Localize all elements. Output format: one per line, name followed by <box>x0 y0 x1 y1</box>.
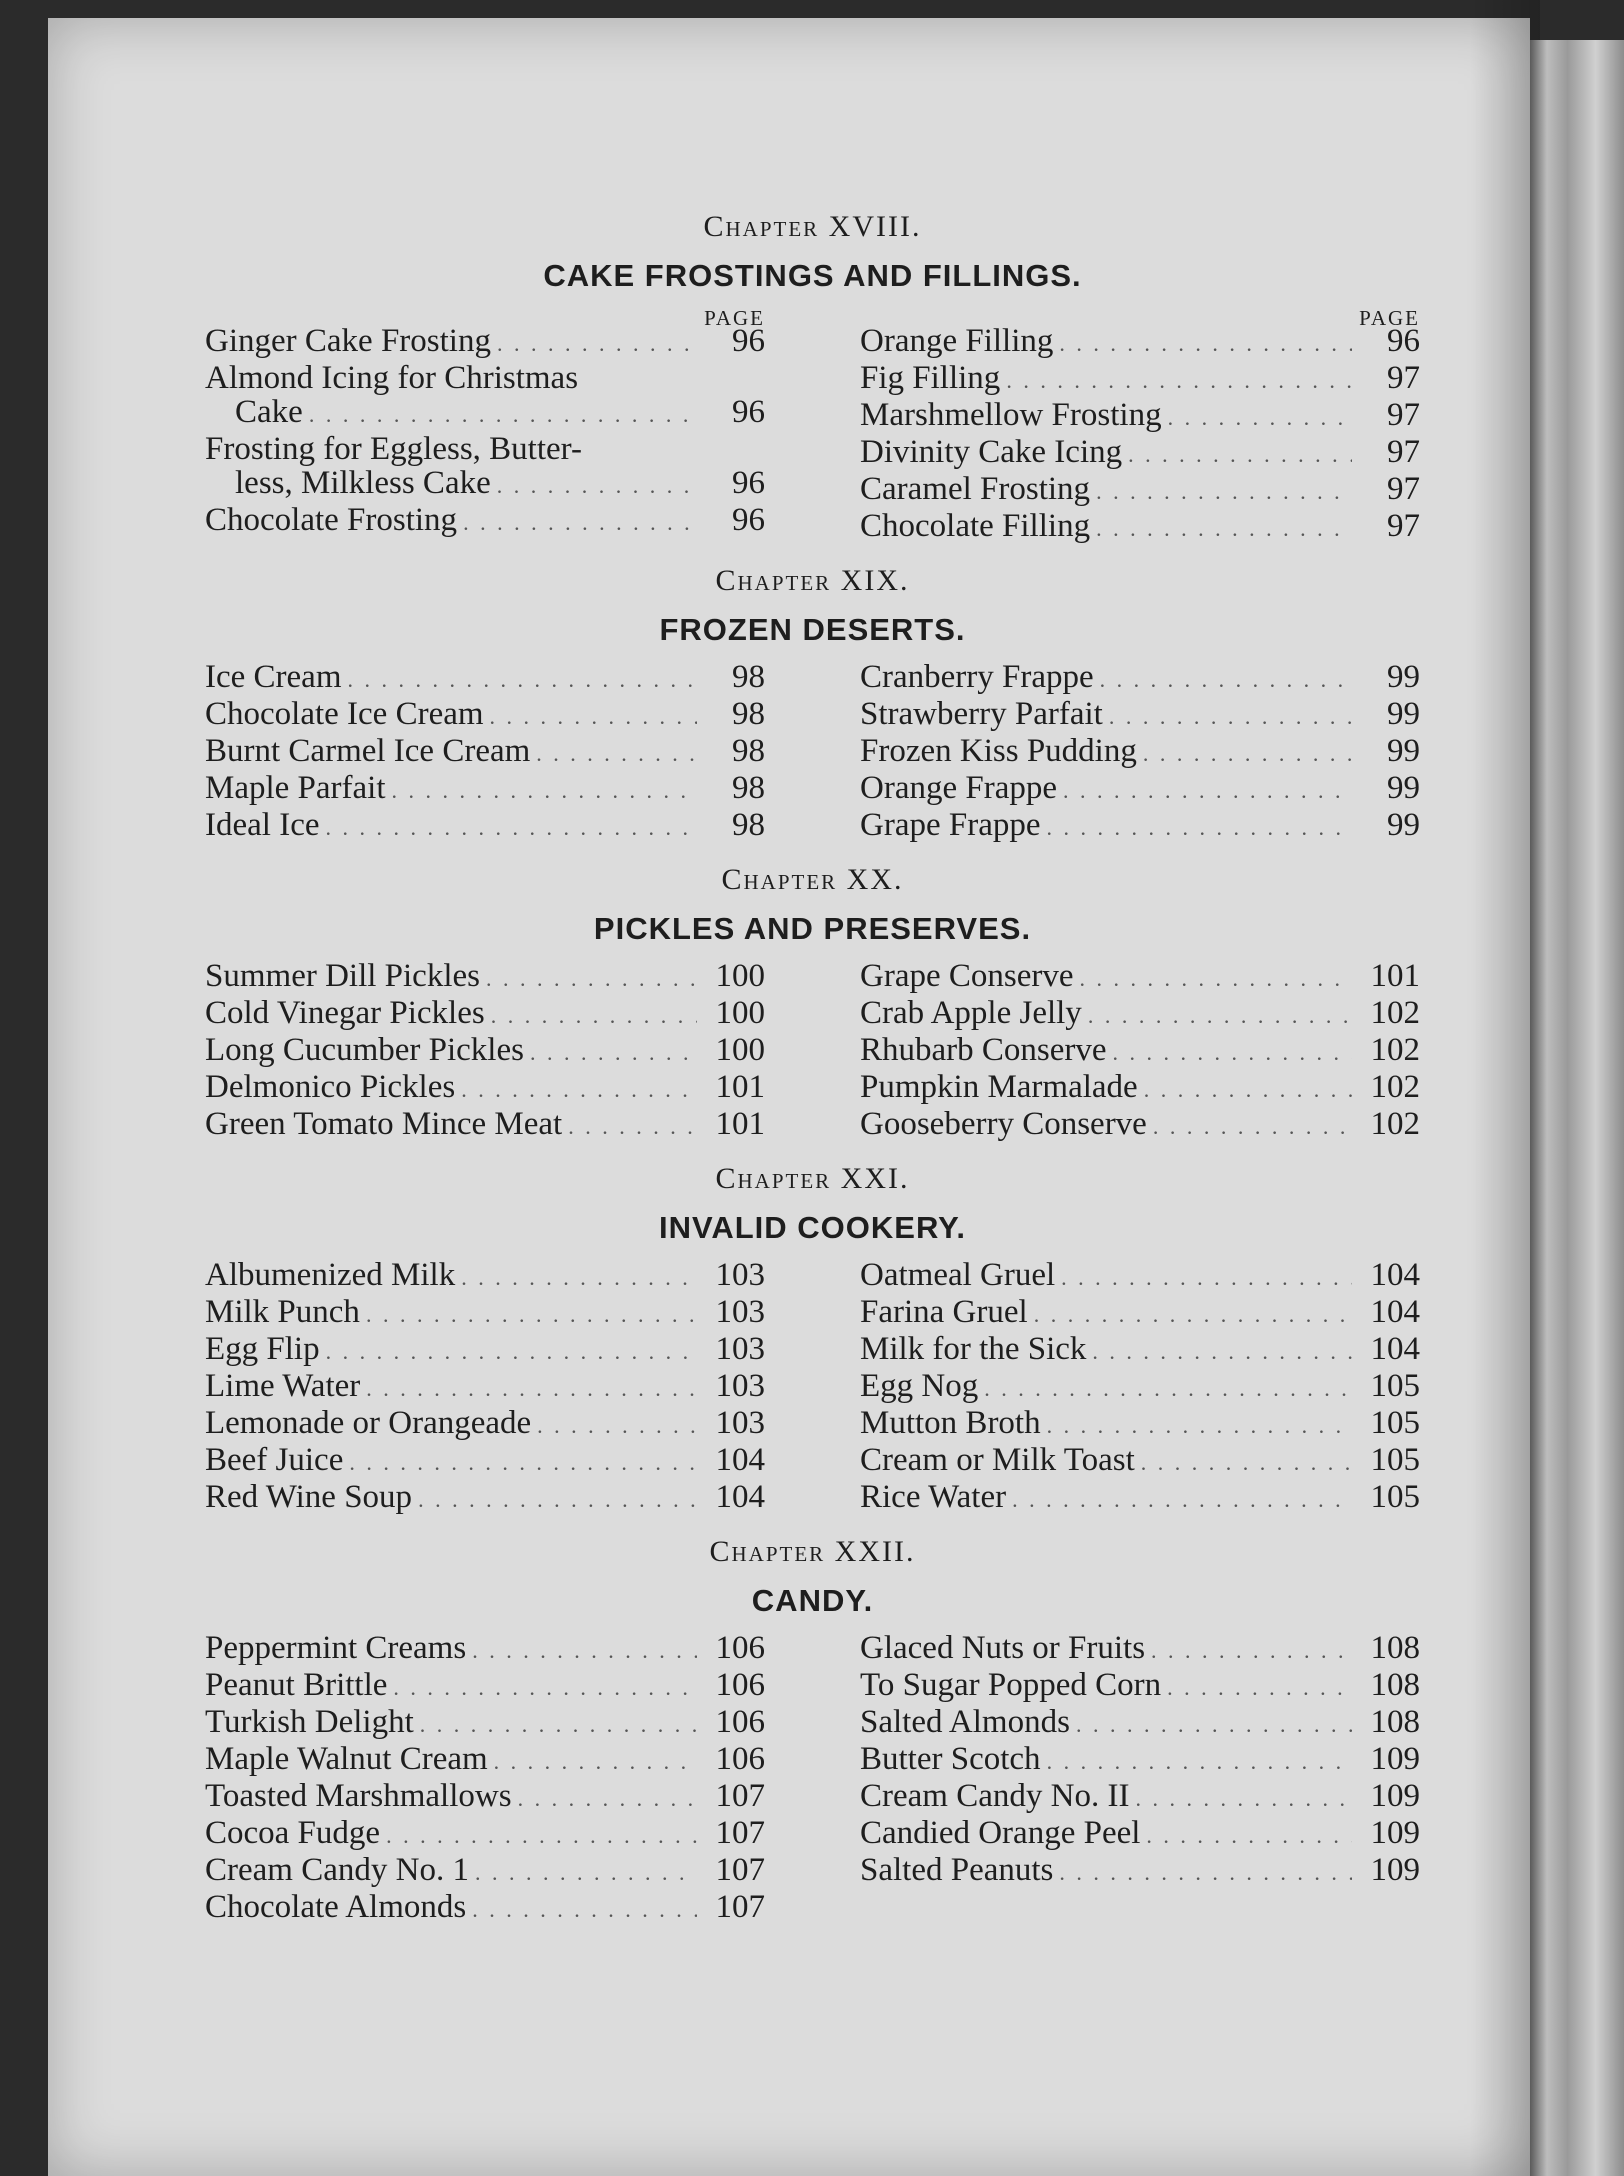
toc-entry-page: 105 <box>1370 1479 1420 1515</box>
dot-leader <box>392 774 697 808</box>
toc-entry-title: Rice Water <box>860 1479 1007 1515</box>
toc-entry-page: 105 <box>1370 1368 1420 1404</box>
toc-entry[interactable] <box>860 1406 1420 1443</box>
toc-entry-title: Glaced Nuts or Fruits <box>860 1630 1146 1666</box>
toc-entry-title: Albumenized Milk <box>205 1257 456 1293</box>
toc-entry[interactable] <box>205 503 765 540</box>
section-title: CAKE FROSTINGS AND FILLINGS. <box>543 258 1082 293</box>
table-of-contents <box>205 210 1420 1945</box>
dot-leader <box>1167 1671 1352 1705</box>
toc-entry-title: Crab Apple Jelly <box>860 995 1082 1031</box>
toc-column-left <box>205 660 765 845</box>
toc-entry-title: Long Cucumber Pickles <box>205 1032 524 1068</box>
dot-leader <box>1047 1745 1352 1779</box>
toc-entry-page: 103 <box>715 1257 765 1293</box>
toc-entry[interactable] <box>860 1033 1420 1070</box>
toc-column-left <box>205 1631 765 1927</box>
toc-entry-page: 98 <box>732 659 765 695</box>
toc-entry-page: 107 <box>715 1852 765 1888</box>
toc-entry-title: Cocoa Fudge <box>205 1815 381 1851</box>
toc-entry[interactable] <box>860 660 1420 697</box>
chapter-label: Chapter XX. <box>721 863 904 896</box>
toc-entry-title: Burnt Carmel Ice Cream <box>205 733 531 769</box>
toc-entry-page: 108 <box>1370 1704 1420 1740</box>
dot-leader <box>518 1782 697 1816</box>
toc-columns <box>205 1258 1420 1517</box>
toc-entry[interactable] <box>860 398 1420 435</box>
toc-entry-title-line1: Frosting for Eggless, Butter- <box>205 431 582 467</box>
toc-entry-title: Ginger Cake Frosting <box>205 323 491 359</box>
dot-leader <box>1128 438 1352 472</box>
toc-entry-title: Maple Walnut Cream <box>205 1741 488 1777</box>
toc-entry[interactable] <box>860 1369 1420 1406</box>
toc-entry-title: Beef Juice <box>205 1442 344 1478</box>
toc-entry-page: 106 <box>715 1741 765 1777</box>
toc-entry-title: Milk for the Sick <box>860 1331 1087 1367</box>
dot-leader <box>472 1634 697 1668</box>
toc-entry[interactable] <box>860 771 1420 808</box>
toc-column-right <box>860 959 1420 1144</box>
toc-entry-title: Salted Almonds <box>860 1704 1070 1740</box>
toc-entry-page: 109 <box>1370 1741 1420 1777</box>
dot-leader <box>1061 1261 1352 1295</box>
toc-entry-title: Gooseberry Conserve <box>860 1106 1147 1142</box>
toc-entry[interactable] <box>205 1369 765 1406</box>
page-column-heading: PAGE <box>704 306 765 330</box>
dot-leader <box>1153 1110 1352 1144</box>
toc-entry-page: 102 <box>1370 1069 1420 1105</box>
toc-entry-title: Grape Conserve <box>860 958 1074 994</box>
toc-entry-page: 96 <box>732 502 765 538</box>
toc-entry-title: Farina Gruel <box>860 1294 1028 1330</box>
toc-entry-title: To Sugar Popped Corn <box>860 1667 1162 1703</box>
toc-entry-title: Grape Frappe <box>860 807 1041 843</box>
dot-leader <box>490 700 697 734</box>
toc-entry[interactable] <box>860 1295 1420 1332</box>
dot-leader <box>472 1893 697 1927</box>
toc-entry[interactable] <box>860 1070 1420 1107</box>
toc-entry[interactable] <box>860 472 1420 509</box>
toc-entry[interactable] <box>205 1332 765 1369</box>
toc-entry-page: 103 <box>715 1405 765 1441</box>
dot-leader <box>530 1036 697 1070</box>
toc-entry-title: Maple Parfait <box>205 770 386 806</box>
toc-entry[interactable] <box>205 1443 765 1480</box>
toc-entry-title: Lime Water <box>205 1368 361 1404</box>
dot-leader <box>366 1298 697 1332</box>
dot-leader <box>1059 327 1352 361</box>
toc-entry-page: 101 <box>715 1106 765 1142</box>
toc-entry[interactable] <box>860 1631 1420 1668</box>
toc-section <box>205 1535 1420 1927</box>
toc-entry-page: 101 <box>715 1069 765 1105</box>
toc-entry-page: 100 <box>715 958 765 994</box>
dot-leader <box>418 1483 697 1517</box>
toc-entry-title: Cranberry Frappe <box>860 659 1094 695</box>
dot-leader <box>349 1446 697 1480</box>
toc-entry-page: 107 <box>715 1778 765 1814</box>
dot-leader <box>536 737 697 771</box>
dot-leader <box>461 1261 697 1295</box>
dot-leader <box>1096 475 1352 509</box>
dot-leader <box>420 1708 697 1742</box>
toc-entry[interactable] <box>205 1070 765 1107</box>
toc-column-left <box>205 1258 765 1517</box>
toc-entry-page: 96 <box>732 465 765 501</box>
toc-entry-title: Chocolate Ice Cream <box>205 696 484 732</box>
toc-entry-title: Strawberry Parfait <box>860 696 1103 732</box>
toc-entry-title: Chocolate Filling <box>860 508 1091 544</box>
dot-leader <box>1168 401 1352 435</box>
toc-entry-title: Butter Scotch <box>860 1741 1041 1777</box>
toc-entry-page: 105 <box>1370 1442 1420 1478</box>
toc-entry-title: Pumpkin Marmalade <box>860 1069 1138 1105</box>
dot-leader <box>475 1856 697 1890</box>
toc-entry-title: Egg Flip <box>205 1331 320 1367</box>
toc-entry-page: 104 <box>1370 1257 1420 1293</box>
toc-entry-page: 97 <box>1387 360 1420 396</box>
toc-entry[interactable] <box>205 1779 765 1816</box>
toc-entry[interactable] <box>205 1816 765 1853</box>
toc-entry[interactable] <box>205 1033 765 1070</box>
dot-leader <box>1080 962 1352 996</box>
toc-entry-page: 100 <box>715 995 765 1031</box>
dot-leader <box>1012 1483 1352 1517</box>
dot-leader <box>984 1372 1352 1406</box>
dot-leader <box>1100 663 1352 697</box>
toc-entry-page: 106 <box>715 1630 765 1666</box>
dot-leader <box>497 469 697 503</box>
dot-leader <box>1059 1856 1352 1890</box>
toc-entry-title: Divinity Cake Icing <box>860 434 1123 470</box>
dot-leader <box>1135 1782 1352 1816</box>
toc-section <box>205 1162 1420 1517</box>
toc-entry-title: Rhubarb Conserve <box>860 1032 1107 1068</box>
dot-leader <box>1144 1073 1352 1107</box>
toc-entry[interactable] <box>860 697 1420 734</box>
toc-entry[interactable] <box>860 1742 1420 1779</box>
toc-entry[interactable] <box>860 959 1420 996</box>
toc-entry-page: 102 <box>1370 1106 1420 1142</box>
toc-columns <box>205 660 1420 845</box>
dot-leader <box>393 1671 697 1705</box>
toc-entry-page: 99 <box>1387 807 1420 843</box>
dot-leader <box>1151 1634 1352 1668</box>
toc-entry[interactable] <box>860 996 1420 1033</box>
toc-entry[interactable] <box>860 1853 1420 1890</box>
toc-entry[interactable] <box>205 1705 765 1742</box>
toc-entry-title: Peanut Brittle <box>205 1667 388 1703</box>
toc-entry-line2 <box>205 466 765 503</box>
toc-column-right <box>860 1258 1420 1517</box>
toc-entry[interactable] <box>205 432 765 503</box>
toc-entry-title: Marshmellow Frosting <box>860 397 1162 433</box>
dot-leader <box>1047 811 1352 845</box>
toc-entry-page: 109 <box>1370 1852 1420 1888</box>
toc-entry[interactable] <box>205 1631 765 1668</box>
toc-entry-page: 98 <box>732 807 765 843</box>
toc-entry-page: 108 <box>1370 1630 1420 1666</box>
toc-entry-page: 100 <box>715 1032 765 1068</box>
toc-entry[interactable] <box>860 734 1420 771</box>
toc-entry-page: 105 <box>1370 1405 1420 1441</box>
toc-entry[interactable] <box>860 808 1420 845</box>
toc-entry[interactable] <box>205 660 765 697</box>
toc-entry-title: Ideal Ice <box>205 807 320 843</box>
toc-entry-title: Lemonade or Orangeade <box>205 1405 532 1441</box>
toc-section <box>205 863 1420 1144</box>
toc-entry[interactable] <box>205 959 765 996</box>
toc-entry-page: 97 <box>1387 397 1420 433</box>
toc-entry[interactable] <box>860 324 1420 361</box>
toc-entry[interactable] <box>205 361 765 432</box>
dot-leader <box>568 1110 697 1144</box>
toc-section <box>205 564 1420 845</box>
dot-leader <box>461 1073 697 1107</box>
page-column-heading: PAGE <box>1359 306 1420 330</box>
toc-entry-title: Red Wine Soup <box>205 1479 413 1515</box>
toc-entry-title: Cream or Milk Toast <box>860 1442 1135 1478</box>
dot-leader <box>1113 1036 1352 1070</box>
toc-entry-title: Turkish Delight <box>205 1704 414 1740</box>
toc-entry-page: 104 <box>1370 1294 1420 1330</box>
dot-leader <box>1034 1298 1352 1332</box>
toc-entry-page: 104 <box>1370 1331 1420 1367</box>
dot-leader <box>386 1819 697 1853</box>
toc-entry-title: Summer Dill Pickles <box>205 958 480 994</box>
toc-entry-page: 106 <box>715 1667 765 1703</box>
toc-entry[interactable] <box>860 1779 1420 1816</box>
toc-entry[interactable] <box>205 697 765 734</box>
toc-entry[interactable] <box>860 1668 1420 1705</box>
toc-entry[interactable] <box>860 435 1420 472</box>
dot-leader <box>494 1745 697 1779</box>
toc-entry-page: 104 <box>715 1442 765 1478</box>
toc-entry-page: 109 <box>1370 1815 1420 1851</box>
toc-column-right <box>860 1631 1420 1927</box>
chapter-label: Chapter XXI. <box>715 1162 910 1195</box>
toc-entry[interactable] <box>205 808 765 845</box>
toc-entry[interactable] <box>205 1107 765 1144</box>
dot-leader <box>1088 999 1352 1033</box>
toc-columns <box>205 1631 1420 1927</box>
toc-entry[interactable] <box>205 996 765 1033</box>
toc-entry-title: Cold Vinegar Pickles <box>205 995 485 1031</box>
section-title: INVALID COOKERY. <box>658 1210 967 1245</box>
dot-leader <box>1109 700 1352 734</box>
toc-entry-page: 107 <box>715 1889 765 1925</box>
dot-leader <box>1006 364 1352 398</box>
toc-entry[interactable] <box>205 324 765 361</box>
toc-entry[interactable] <box>860 1705 1420 1742</box>
toc-entry[interactable] <box>205 1853 765 1890</box>
toc-entry-title: Cake <box>235 394 303 430</box>
toc-entry-page: 101 <box>1370 958 1420 994</box>
toc-entry-page: 99 <box>1387 696 1420 732</box>
toc-entry-title: Milk Punch <box>205 1294 360 1330</box>
dot-leader <box>1047 1409 1352 1443</box>
toc-entry-page: 108 <box>1370 1667 1420 1703</box>
toc-entry-title: Chocolate Almonds <box>205 1889 467 1925</box>
toc-entry-page: 103 <box>715 1368 765 1404</box>
toc-entry[interactable] <box>860 1480 1420 1517</box>
toc-entry-title: Oatmeal Gruel <box>860 1257 1056 1293</box>
chapter-label: Chapter XXII. <box>709 1535 916 1568</box>
toc-entry-title: Salted Peanuts <box>860 1852 1054 1888</box>
toc-entry-title: Chocolate Frosting <box>205 502 458 538</box>
dot-leader <box>309 398 697 432</box>
toc-entry-page: 98 <box>732 733 765 769</box>
toc-entry-title: Orange Filling <box>860 323 1054 359</box>
toc-section <box>205 210 1420 546</box>
toc-columns <box>205 959 1420 1144</box>
toc-entry[interactable] <box>860 1332 1420 1369</box>
toc-entry[interactable] <box>860 1107 1420 1144</box>
toc-entry[interactable] <box>860 1816 1420 1853</box>
toc-entry-page: 96 <box>732 323 765 359</box>
toc-entry-title: Frozen Kiss Pudding <box>860 733 1137 769</box>
toc-entry-page: 97 <box>1387 508 1420 544</box>
dot-leader <box>326 1335 697 1369</box>
toc-entry-page: 99 <box>1387 770 1420 806</box>
toc-entry-page: 97 <box>1387 471 1420 507</box>
toc-entry-line2 <box>205 395 765 432</box>
toc-entry-page: 102 <box>1370 1032 1420 1068</box>
toc-entry[interactable] <box>205 1258 765 1295</box>
toc-entry-page: 104 <box>715 1479 765 1515</box>
toc-entry-title: Ice Cream <box>205 659 342 695</box>
dot-leader <box>486 962 697 996</box>
toc-entry[interactable] <box>205 1406 765 1443</box>
toc-entry-title: Orange Frappe <box>860 770 1058 806</box>
toc-entry[interactable] <box>860 509 1420 546</box>
chapter-label: Chapter XIX. <box>715 564 910 597</box>
toc-entry-page: 97 <box>1387 434 1420 470</box>
toc-entry[interactable] <box>205 1742 765 1779</box>
toc-entry-title: Cream Candy No. II <box>860 1778 1130 1814</box>
dot-leader <box>1092 1335 1352 1369</box>
dot-leader <box>326 811 698 845</box>
toc-entry-page: 102 <box>1370 995 1420 1031</box>
toc-column-left <box>205 959 765 1144</box>
toc-entry-page: 98 <box>732 696 765 732</box>
dot-leader <box>1063 774 1352 808</box>
toc-entry-page: 103 <box>715 1294 765 1330</box>
toc-entry-title: Cream Candy No. 1 <box>205 1852 469 1888</box>
toc-entry[interactable] <box>205 1295 765 1332</box>
toc-entry-title: Green Tomato Mince Meat <box>205 1106 563 1142</box>
toc-entry-page: 106 <box>715 1704 765 1740</box>
dot-leader <box>1141 1446 1352 1480</box>
toc-entry-page: 96 <box>1387 323 1420 359</box>
toc-entry[interactable] <box>860 1443 1420 1480</box>
toc-entry[interactable] <box>205 1890 765 1927</box>
toc-entry-title: Delmonico Pickles <box>205 1069 456 1105</box>
toc-column-right <box>860 306 1420 546</box>
dot-leader <box>1096 512 1352 546</box>
toc-entry-title: Toasted Marshmallows <box>205 1778 512 1814</box>
dot-leader <box>463 506 697 540</box>
dot-leader <box>366 1372 697 1406</box>
dot-leader <box>1143 737 1352 771</box>
toc-entry-page: 99 <box>1387 659 1420 695</box>
dot-leader <box>348 663 698 697</box>
toc-entry-title: Mutton Broth <box>860 1405 1041 1441</box>
dot-leader <box>497 327 697 361</box>
toc-entry-page: 107 <box>715 1815 765 1851</box>
toc-entry-title: Peppermint Creams <box>205 1630 467 1666</box>
book-spine-edge <box>1530 40 1624 2176</box>
toc-entry-page: 99 <box>1387 733 1420 769</box>
section-title: CANDY. <box>751 1583 874 1618</box>
toc-entry-title: Egg Nog <box>860 1368 979 1404</box>
toc-entry-title: Candied Orange Peel <box>860 1815 1141 1851</box>
section-title: FROZEN DESERTS. <box>659 612 966 647</box>
toc-entry-title-line1: Almond Icing for Christmas <box>205 360 579 396</box>
dot-leader <box>491 999 697 1033</box>
section-title: PICKLES AND PRESERVES. <box>593 911 1032 946</box>
toc-entry-page: 103 <box>715 1331 765 1367</box>
toc-entry[interactable] <box>860 1258 1420 1295</box>
toc-entry[interactable] <box>860 361 1420 398</box>
toc-entry-title: Fig Filling <box>860 360 1001 396</box>
toc-entry[interactable] <box>205 1668 765 1705</box>
dot-leader <box>537 1409 697 1443</box>
toc-columns <box>205 306 1420 546</box>
toc-column-right <box>860 660 1420 845</box>
dot-leader <box>1076 1708 1352 1742</box>
toc-entry[interactable] <box>205 771 765 808</box>
toc-entry-page: 96 <box>732 394 765 430</box>
toc-entry-page: 98 <box>732 770 765 806</box>
toc-entry-title: Caramel Frosting <box>860 471 1091 507</box>
toc-column-left <box>205 306 765 546</box>
toc-entry-page: 109 <box>1370 1778 1420 1814</box>
chapter-label: Chapter XVIII. <box>703 210 922 243</box>
toc-entry[interactable] <box>205 734 765 771</box>
toc-entry[interactable] <box>205 1480 765 1517</box>
toc-entry-title: less, Milkless Cake <box>235 465 491 501</box>
dot-leader <box>1146 1819 1352 1853</box>
